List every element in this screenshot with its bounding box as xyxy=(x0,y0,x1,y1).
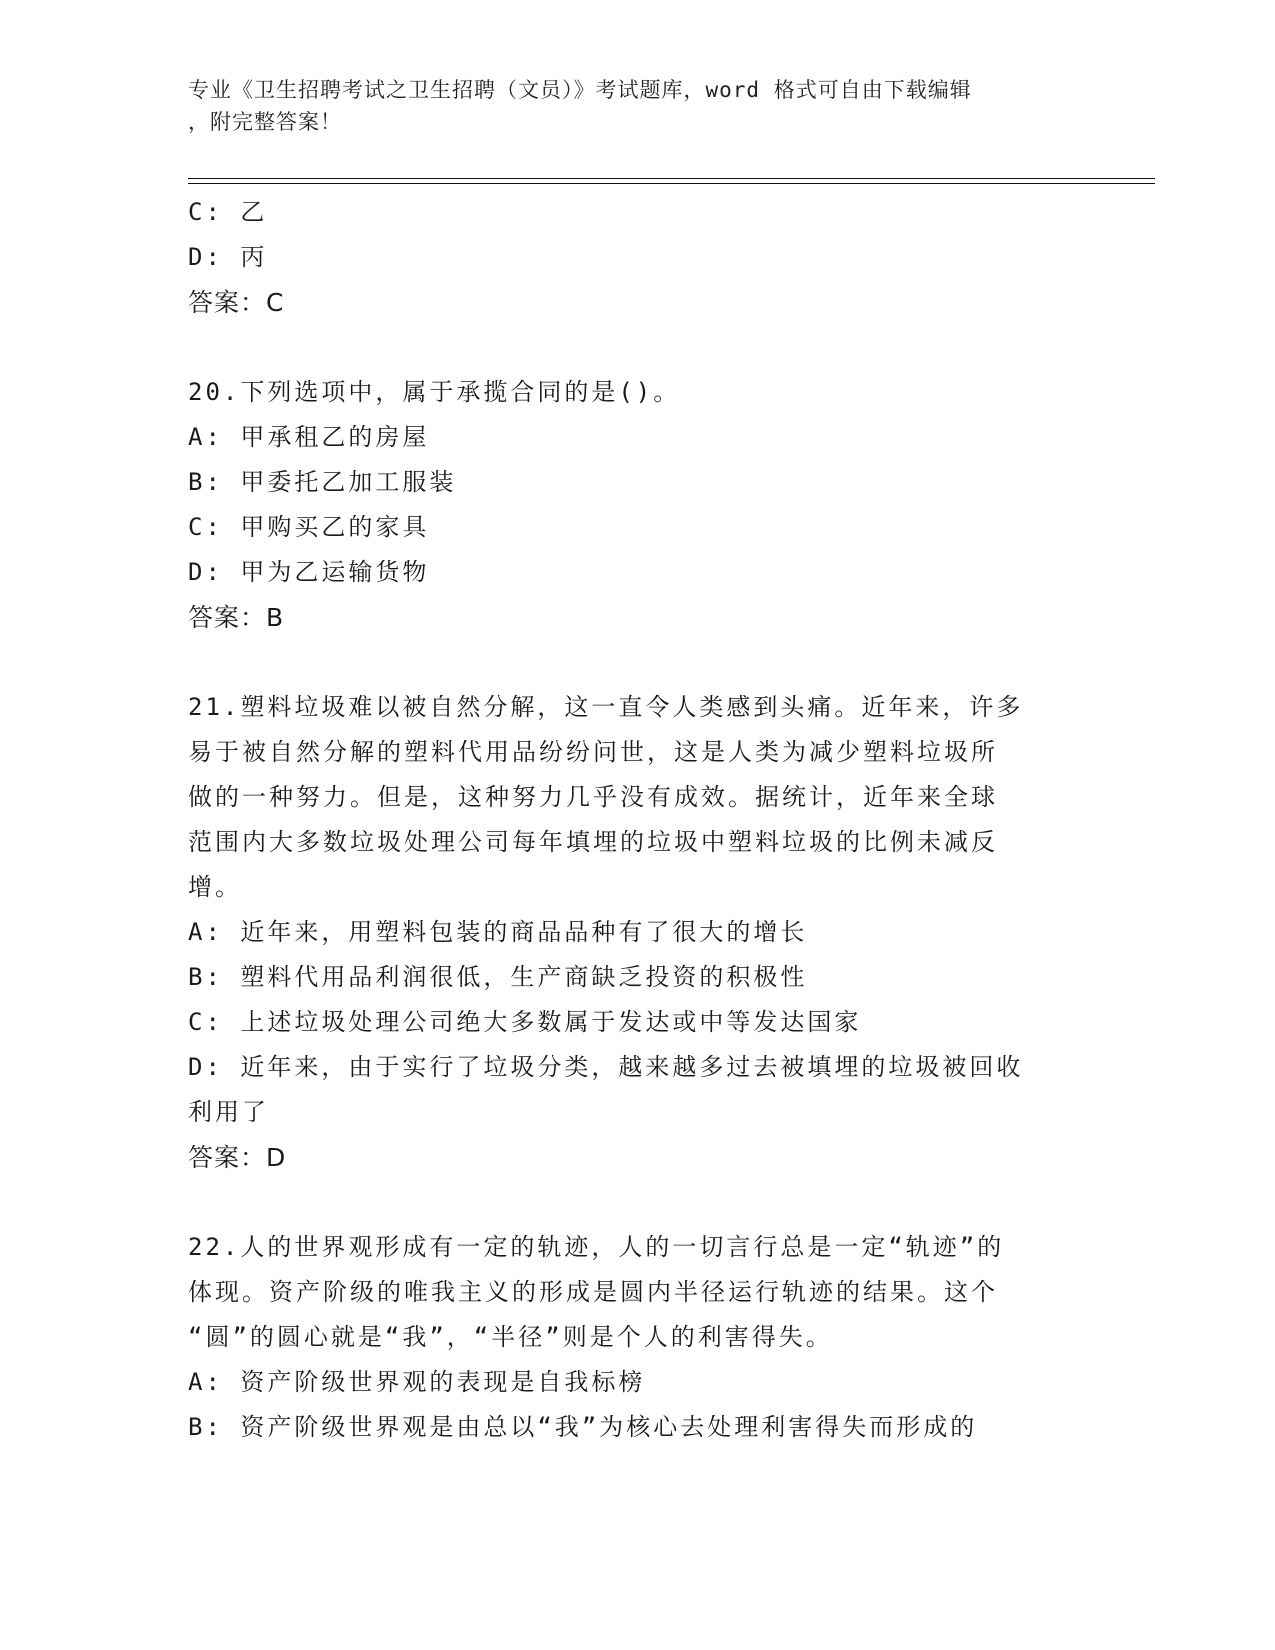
option-b: B: 资产阶级世界观是由总以“我”为核心去处理利害得失而形成的 xyxy=(188,1413,978,1441)
spacer xyxy=(188,640,1088,685)
answer: 答案：C xyxy=(188,288,285,317)
option-d: D: 近年来，由于实行了垃圾分类，越来越多过去被填埋的垃圾被回收 xyxy=(188,1053,1024,1081)
question-21 xyxy=(188,685,1088,1180)
question-stem-line: “圆”的圆心就是“我”，“半径”则是个人的利害得失。 xyxy=(188,1323,833,1351)
option-a: A: 甲承租乙的房屋 xyxy=(188,423,430,451)
header-line-2: ，附完整答案！ xyxy=(188,110,342,134)
spacer xyxy=(188,325,1088,370)
question-stem-line: 做的一种努力。但是，这种努力几乎没有成效。据统计，近年来全球 xyxy=(188,783,998,811)
option-b: B: 塑料代用品利润很低，生产商缺乏投资的积极性 xyxy=(188,963,808,991)
option-b: B: 甲委托乙加工服装 xyxy=(188,468,457,496)
header-line-1: 专业《卫生招聘考试之卫生招聘（文员）》考试题库，word 格式可自由下载编辑 xyxy=(188,78,972,102)
question-stem-line: 易于被自然分解的塑料代用品纷纷问世，这是人类为减少塑料垃圾所 xyxy=(188,738,998,766)
answer: 答案：B xyxy=(188,603,285,632)
option-a: A: 近年来，用塑料包装的商品品种有了很大的增长 xyxy=(188,918,808,946)
question-stem-line: 增。 xyxy=(188,873,242,901)
option-d-continued: 利用了 xyxy=(188,1098,269,1126)
option-c: C: 乙 xyxy=(188,198,268,226)
option-a: A: 资产阶级世界观的表现是自我标榜 xyxy=(188,1368,646,1396)
option-d: D: 丙 xyxy=(188,243,268,271)
question-stem: 20.下列选项中，属于承揽合同的是()。 xyxy=(188,378,681,406)
header-rule-top xyxy=(188,178,1155,179)
answer: 答案：D xyxy=(188,1143,287,1172)
option-c: C: 甲购买乙的家具 xyxy=(188,513,430,541)
page-header xyxy=(188,74,1088,138)
question-stem-line: 21.塑料垃圾难以被自然分解，这一直令人类感到头痛。近年来，许多 xyxy=(188,693,1024,721)
question-stem-line: 范围内大多数垃圾处理公司每年填埋的垃圾中塑料垃圾的比例未减反 xyxy=(188,828,998,856)
question-stem-line: 体现。资产阶级的唯我主义的形成是圆内半径运行轨迹的结果。这个 xyxy=(188,1278,998,1306)
option-d: D: 甲为乙运输货物 xyxy=(188,558,430,586)
question-list xyxy=(188,190,1088,1450)
header-rule-bottom xyxy=(188,183,1155,184)
question-19-tail xyxy=(188,190,1088,325)
option-c: C: 上述垃圾处理公司绝大多数属于发达或中等发达国家 xyxy=(188,1008,862,1036)
question-22 xyxy=(188,1225,1088,1450)
question-stem-line: 22.人的世界观形成有一定的轨迹，人的一切言行总是一定“轨迹”的 xyxy=(188,1233,1005,1261)
question-20 xyxy=(188,370,1088,640)
spacer xyxy=(188,1180,1088,1225)
